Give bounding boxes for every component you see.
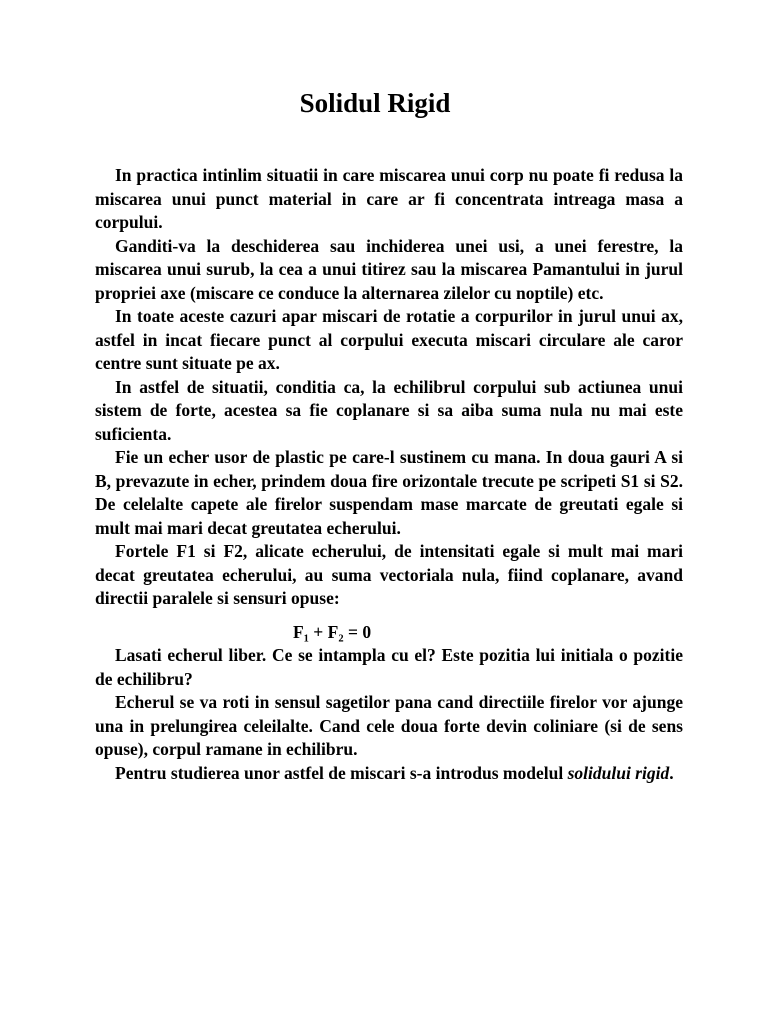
paragraph-7: Lasati echerul liber. Ce se intampla cu el? Este pozitia lui initiala o pozitie de echilibru? <box>95 645 683 689</box>
document-body <box>95 164 683 785</box>
paragraph-4: In astfel de situatii, conditia ca, la echilibrul corpului sub actiunea unui sistem de forte, acestea sa fie coplanare si sa aiba suma nula nu mai este suficienta. <box>95 376 683 444</box>
paragraph-6: Fortele F1 si F2, alicate echerului, de intensitati egale si mult mai mari decat greutatea echerului, au suma vectoriala nula, fiind coplanare, avand directii paralele si sensuri opuse: <box>95 541 683 608</box>
closing-end: . <box>669 762 674 783</box>
formula: F₁ + F₂ = 0 <box>293 621 372 642</box>
paragraph-1: In practica intinlim situatii in care miscarea unui corp nu poate fi redusa la miscarea unui punct material in care ar fi concentrata intreaga masa a corpului. <box>95 165 683 232</box>
closing-text: Pentru studierea unor astfel de miscari s-a introdus modelul <box>115 762 564 783</box>
page-title: Solidul Rigid <box>299 88 451 118</box>
paragraph-5: Fie un echer usor de plastic pe care-l sustinem cu mana. In doua gauri A si B, prevazute in echer, prindem doua fire orizontale trecute pe scripeti S1 si S2. De celelalte capete ale firelor suspendam mase marcate de greutati egale si mult mai mari decat greutatea echerului. <box>95 447 683 538</box>
paragraph-closing <box>95 762 683 786</box>
paragraph-8: Echerul se va roti in sensul sagetilor pana cand directiile firelor vor ajunge una in prelungirea celeilalte. Cand cele doua forte devin coliniare (si de sens opuse), corpul ramane in echilibru. <box>95 692 683 759</box>
paragraph-2: Ganditi-va la deschiderea sau inchiderea unei usi, a unei ferestre, la miscarea unui surub, la cea a unui titirez sau la miscarea Pamantului in jurul propriei axe (miscare ce conduce la alternarea zilelor cu noptile) etc. <box>95 235 683 303</box>
closing-emphasis: solidului rigid <box>567 762 670 783</box>
paragraph-3: In toate aceste cazuri apar miscari de rotatie a corpurilor in jurul unui ax, astfel in incat fiecare punct al corpului executa miscari circulare ale caror centre sunt situate pe ax. <box>95 306 683 373</box>
